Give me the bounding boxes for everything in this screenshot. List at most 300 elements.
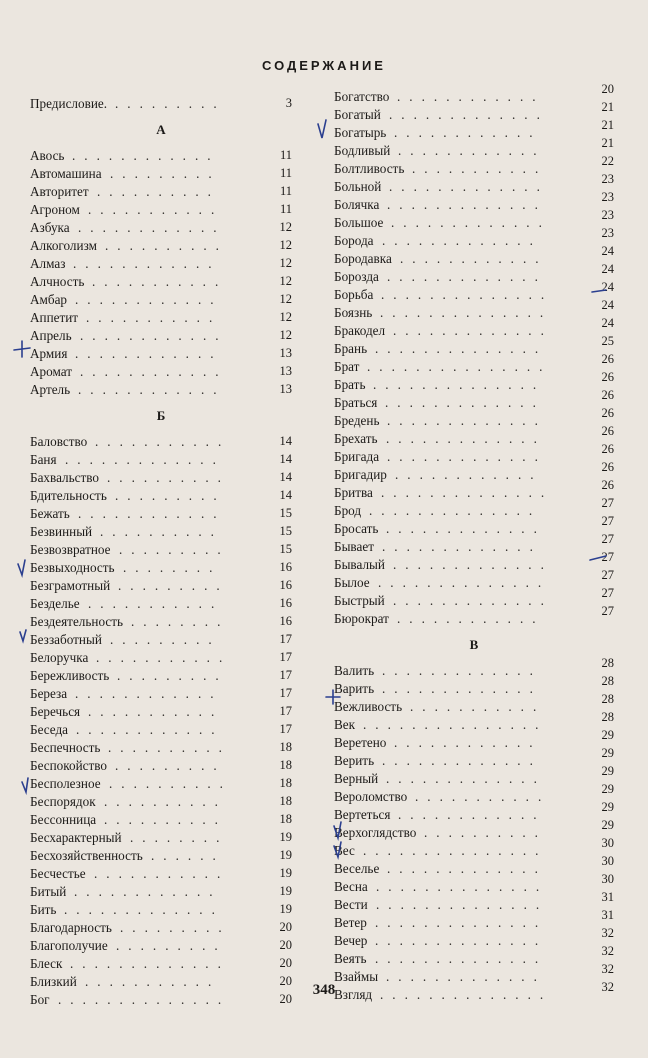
- contents-entry: [334, 674, 614, 699]
- leader-dots: ..............: [375, 915, 548, 930]
- contents-entry: [334, 746, 614, 771]
- contents-entry: [334, 818, 614, 843]
- leader-dots: .............: [382, 233, 542, 248]
- leader-dots: .............: [389, 107, 549, 122]
- entry-page-number: 18: [279, 812, 292, 826]
- contents-entry: [334, 226, 614, 251]
- leader-dots: ..............: [373, 377, 546, 392]
- leader-dots: ............: [74, 884, 222, 899]
- leader-dots: ........: [131, 614, 230, 629]
- entry-term: Благополучие: [30, 938, 108, 953]
- entry-page-number: 23: [601, 190, 614, 204]
- entry-page-number: 19: [279, 866, 292, 880]
- entry-page-number: 29: [601, 800, 614, 814]
- entry-page-number: 14: [279, 452, 292, 466]
- entry-page-number: 26: [601, 460, 614, 474]
- entry-term: Бить: [30, 902, 57, 917]
- entry-term: Бывает: [334, 539, 374, 554]
- entry-term: Безделье: [30, 596, 80, 611]
- entry-term: Вес: [334, 843, 355, 858]
- entry-page-number: 24: [601, 298, 614, 312]
- entry-page-number: 30: [601, 836, 614, 850]
- entry-term: Агроном: [30, 202, 80, 217]
- contents-entry: [30, 148, 292, 166]
- pencil-check-mark: [18, 560, 25, 575]
- entry-term: Бросать: [334, 521, 379, 536]
- leader-dots: ...........: [96, 650, 232, 665]
- entry-page-number: 26: [601, 352, 614, 366]
- entry-page-number: 26: [601, 406, 614, 420]
- entry-page-number: 11: [279, 148, 292, 162]
- entry-page-number: 19: [279, 902, 292, 916]
- leader-dots: .............: [386, 521, 546, 536]
- entry-page-number: 19: [279, 884, 292, 898]
- contents-entry: [334, 154, 614, 179]
- entry-term: Артель: [30, 382, 71, 397]
- contents-entry: [30, 452, 292, 470]
- contents-entry: [334, 710, 614, 735]
- leader-dots: ...............: [367, 359, 552, 374]
- entry-page-number: 27: [601, 514, 614, 528]
- entry-page-number: 26: [601, 478, 614, 492]
- contents-entry: [30, 830, 292, 848]
- leader-dots: ..........: [104, 812, 227, 827]
- contents-entry: [334, 872, 614, 897]
- entry-page-number: 26: [601, 442, 614, 456]
- contents-entry: [30, 346, 292, 364]
- contents-entry: [334, 370, 614, 395]
- entry-term: Вероломство: [334, 789, 408, 804]
- entry-term: Автомашина: [30, 166, 102, 181]
- leader-dots: .........: [116, 938, 227, 953]
- entry-term: Алчность: [30, 274, 85, 289]
- entry-page-number: 12: [279, 256, 292, 270]
- pencil-check-mark: [20, 630, 26, 641]
- entry-term: Взгляд: [334, 987, 373, 1002]
- page-number: 348: [312, 982, 336, 998]
- contents-entry: [334, 836, 614, 861]
- entry-page-number: 20: [279, 992, 292, 1006]
- entry-page-number: 12: [279, 310, 292, 324]
- entry-term: Бесчестье: [30, 866, 86, 881]
- leader-dots: .........: [117, 668, 228, 683]
- entry-page-number: 23: [601, 226, 614, 240]
- leader-dots: ..............: [381, 485, 554, 500]
- entry-term: Бог: [30, 992, 50, 1007]
- contents-entry: [334, 496, 614, 521]
- leader-dots: ..........: [108, 740, 231, 755]
- entry-page-number: 14: [279, 488, 292, 502]
- entry-term: Взаймы: [334, 969, 379, 984]
- entry-page-number: 17: [279, 668, 292, 682]
- leader-dots: ............: [75, 292, 223, 307]
- entry-term: Бодливый: [334, 143, 391, 158]
- entry-term: Верный: [334, 771, 379, 786]
- leader-dots: .........: [110, 632, 221, 647]
- entry-page-number: 28: [601, 710, 614, 724]
- entry-term: Белоручка: [30, 650, 89, 665]
- leader-dots: ..........: [104, 794, 227, 809]
- entry-term: Борьба: [334, 287, 374, 302]
- entry-term: Валить: [334, 663, 375, 678]
- contents-entry: [334, 262, 614, 287]
- entry-term: Бездеятельность: [30, 614, 124, 629]
- contents-entry: [334, 298, 614, 323]
- entry-term: Вести: [334, 897, 368, 912]
- entry-page-number: 29: [601, 764, 614, 778]
- leader-dots: .............: [387, 449, 547, 464]
- entry-page-number: 17: [279, 704, 292, 718]
- contents-entry: [334, 800, 614, 825]
- entry-term: Брод: [334, 503, 362, 518]
- entry-page-number: 13: [279, 382, 292, 396]
- contents-entry: [334, 926, 614, 951]
- entry-page-number: 24: [601, 280, 614, 294]
- contents-entry: [30, 292, 292, 310]
- contents-entry: [30, 614, 292, 632]
- contents-entry: [30, 256, 292, 274]
- entry-page-number: 27: [601, 586, 614, 600]
- entry-page-number: 19: [279, 830, 292, 844]
- leader-dots: .........: [110, 166, 221, 181]
- entry-term: Беспечность: [30, 740, 101, 755]
- contents-entry: [30, 758, 292, 776]
- entry-term: Алмаз: [30, 256, 66, 271]
- letter-heading: В: [469, 637, 479, 652]
- leader-dots: .............: [65, 452, 225, 467]
- entry-page-number: 29: [601, 728, 614, 742]
- contents-entry: [334, 944, 614, 969]
- page-title: СОДЕРЖАНИЕ: [262, 58, 386, 73]
- entry-term: Бессонница: [30, 812, 97, 827]
- entry-term: Веретено: [334, 735, 387, 750]
- entry-term: Бородавка: [334, 251, 392, 266]
- pencil-check-mark: [318, 120, 326, 138]
- entry-page-number: 21: [601, 118, 614, 132]
- entry-page-number: 18: [279, 794, 292, 808]
- leader-dots: ..............: [380, 305, 553, 320]
- contents-entry: [334, 442, 614, 467]
- entry-page-number: 27: [601, 568, 614, 582]
- entry-term: Береза: [30, 686, 68, 701]
- contents-entry: [334, 782, 614, 807]
- entry-term: Безвозвратное: [30, 542, 111, 557]
- contents-entry: [30, 96, 292, 114]
- entry-term: Верхоглядство: [334, 825, 417, 840]
- entry-term: Бесхарактерный: [30, 830, 122, 845]
- entry-page-number: 32: [601, 980, 614, 994]
- contents-entry: [30, 884, 292, 902]
- letter-heading: А: [156, 122, 166, 137]
- entry-term: Веселье: [334, 861, 380, 876]
- entry-term: Баня: [30, 452, 57, 467]
- contents-entry: [30, 596, 292, 614]
- contents-entry: [334, 854, 614, 879]
- contents-entry: [30, 542, 292, 560]
- contents-entry: [334, 316, 614, 341]
- entry-term: Аппетит: [30, 310, 79, 325]
- contents-entry: [334, 890, 614, 915]
- entry-page-number: 12: [279, 238, 292, 252]
- entry-page-number: 26: [601, 424, 614, 438]
- entry-term: Беззаботный: [30, 632, 102, 647]
- entry-term: Баловство: [30, 434, 88, 449]
- entry-page-number: 30: [601, 854, 614, 868]
- contents-entry: [334, 424, 614, 449]
- leader-dots: ............: [73, 256, 221, 271]
- leader-dots: ..............: [376, 897, 549, 912]
- entry-page-number: 12: [279, 328, 292, 342]
- entry-term: Большое: [334, 215, 384, 230]
- leader-dots: ............: [398, 143, 546, 158]
- entry-page-number: 27: [601, 532, 614, 546]
- leader-dots: .............: [382, 663, 542, 678]
- leader-dots: ..............: [381, 287, 554, 302]
- entry-page-number: 11: [279, 166, 292, 180]
- entry-page-number: 12: [279, 220, 292, 234]
- entry-page-number: 32: [601, 926, 614, 940]
- leader-dots: ............: [78, 506, 226, 521]
- leader-dots: .............: [393, 593, 553, 608]
- leader-dots: ........: [123, 560, 222, 575]
- contents-entry: [30, 722, 292, 740]
- contents-entry: [334, 478, 614, 503]
- leader-dots: .............: [385, 395, 545, 410]
- entry-page-number: 16: [279, 596, 292, 610]
- pencil-check-mark: [22, 778, 28, 792]
- contents-entry: [30, 578, 292, 596]
- entry-page-number: 26: [601, 370, 614, 384]
- leader-dots: ..........: [105, 238, 228, 253]
- entry-term: Бригадир: [334, 467, 387, 482]
- entry-page-number: 17: [279, 686, 292, 700]
- contents-entry: [30, 506, 292, 524]
- contents-entry: [30, 686, 292, 704]
- entry-term: Бригада: [334, 449, 380, 464]
- entry-page-number: 15: [279, 524, 292, 538]
- entry-term: Брехать: [334, 431, 378, 446]
- contents-entry: [334, 100, 614, 125]
- entry-page-number: 11: [279, 184, 292, 198]
- entry-term: Ветер: [334, 915, 367, 930]
- entry-term: Вечер: [334, 933, 368, 948]
- entry-page-number: 13: [279, 346, 292, 360]
- entry-term: Бесполезное: [30, 776, 101, 791]
- entry-term: Вежливость: [334, 699, 403, 714]
- entry-page-number: 21: [601, 136, 614, 150]
- entry-term: Близкий: [30, 974, 77, 989]
- leader-dots: ............: [72, 148, 220, 163]
- contents-entry: [334, 172, 614, 197]
- leader-dots: ...........: [92, 274, 228, 289]
- entry-term: Брань: [334, 341, 368, 356]
- leader-dots: ............: [397, 611, 545, 626]
- entry-page-number: 22: [601, 154, 614, 168]
- leader-dots: .............: [389, 179, 549, 194]
- leader-dots: ...........: [88, 202, 224, 217]
- contents-entry: [30, 956, 292, 974]
- leader-dots: ............: [394, 735, 542, 750]
- leader-dots: ............: [80, 364, 228, 379]
- leader-dots: .........: [120, 920, 231, 935]
- entry-page-number: 24: [601, 244, 614, 258]
- contents-entry: [30, 274, 292, 292]
- entry-page-number: 12: [279, 274, 292, 288]
- leader-dots: ............: [78, 220, 226, 235]
- entry-page-number: 24: [601, 262, 614, 276]
- contents-entry: [30, 650, 292, 668]
- contents-entry: [30, 560, 292, 578]
- leader-dots: .............: [393, 557, 553, 572]
- contents-entry: [30, 382, 292, 400]
- entry-page-number: 28: [601, 656, 614, 670]
- leader-dots: ............: [75, 686, 223, 701]
- entry-term: Бахвальство: [30, 470, 99, 485]
- entry-page-number: 27: [601, 604, 614, 618]
- entry-page-number: 29: [601, 746, 614, 760]
- entry-term: Беспорядок: [30, 794, 96, 809]
- entry-page-number: 12: [279, 292, 292, 306]
- leader-dots: ............: [398, 807, 546, 822]
- leader-dots: ..............: [58, 992, 231, 1007]
- entry-page-number: 11: [279, 202, 292, 216]
- leader-dots: .............: [386, 969, 546, 984]
- entry-term: Благодарность: [30, 920, 112, 935]
- leader-dots: .............: [382, 539, 542, 554]
- contents-entry: [334, 406, 614, 431]
- contents-entry: [30, 166, 292, 184]
- entry-page-number: 14: [279, 434, 292, 448]
- entry-page-number: 30: [601, 872, 614, 886]
- entry-page-number: 27: [601, 550, 614, 564]
- contents-entry: [334, 334, 614, 359]
- entry-term: Больной: [334, 179, 382, 194]
- leader-dots: .............: [386, 771, 546, 786]
- entry-page-number: 25: [601, 334, 614, 348]
- entry-term: Безграмотный: [30, 578, 111, 593]
- leader-dots: .............: [387, 861, 547, 876]
- contents-entry: [334, 908, 614, 933]
- leader-dots: ............: [394, 125, 542, 140]
- entry-page-number: 32: [601, 944, 614, 958]
- contents-entry: [334, 388, 614, 413]
- contents-entry: [30, 488, 292, 506]
- leader-dots: .........: [118, 578, 229, 593]
- entry-term: Верить: [334, 753, 375, 768]
- entry-page-number: 17: [279, 650, 292, 664]
- contents-entry: [30, 776, 292, 794]
- contents-entry: [30, 938, 292, 956]
- contents-entry: [30, 364, 292, 382]
- leader-dots: ...............: [363, 717, 548, 732]
- contents-entry: [334, 692, 614, 717]
- entry-term: Предисловие.: [30, 96, 108, 111]
- entry-term: Браться: [334, 395, 378, 410]
- leader-dots: ...........: [410, 699, 546, 714]
- contents-entry: [334, 460, 614, 485]
- entry-term: Амбар: [30, 292, 68, 307]
- entry-page-number: 31: [601, 908, 614, 922]
- leader-dots: ..............: [380, 987, 553, 1002]
- leader-dots: .........: [119, 542, 230, 557]
- entry-page-number: 23: [601, 172, 614, 186]
- entry-page-number: 31: [601, 890, 614, 904]
- entry-term: Авторитет: [30, 184, 89, 199]
- entry-page-number: 27: [601, 496, 614, 510]
- entry-page-number: 16: [279, 560, 292, 574]
- contents-entry: [334, 190, 614, 215]
- contents-entry: [334, 514, 614, 539]
- leader-dots: ............: [400, 251, 548, 266]
- leader-dots: ...........: [86, 310, 222, 325]
- contents-entry: [334, 280, 614, 305]
- entry-term: Азбука: [30, 220, 70, 235]
- contents-entry: [30, 902, 292, 920]
- contents-entry: [334, 656, 614, 681]
- entry-term: Беседа: [30, 722, 69, 737]
- leader-dots: ..............: [375, 933, 548, 948]
- contents-entry: [334, 728, 614, 753]
- entry-term: Вертеться: [334, 807, 391, 822]
- leader-dots: ...........: [415, 789, 551, 804]
- leader-dots: ..........: [107, 470, 230, 485]
- plus-mark: [14, 341, 30, 357]
- contents-entry: [30, 524, 292, 542]
- entry-page-number: 17: [279, 722, 292, 736]
- leader-dots: .........: [115, 96, 226, 111]
- entry-term: Бредень: [334, 413, 380, 428]
- entry-page-number: 18: [279, 740, 292, 754]
- entry-page-number: 28: [601, 674, 614, 688]
- leader-dots: ...........: [94, 866, 230, 881]
- contents-entry: [334, 568, 614, 593]
- entry-page-number: 29: [601, 818, 614, 832]
- entry-term: Богатый: [334, 107, 381, 122]
- entry-page-number: 3: [285, 96, 292, 110]
- contents-entry: [30, 920, 292, 938]
- entry-term: Болячка: [334, 197, 380, 212]
- entry-term: Боязнь: [334, 305, 373, 320]
- entry-term: Бюрократ: [334, 611, 389, 626]
- entry-page-number: 16: [279, 578, 292, 592]
- entry-term: Беречься: [30, 704, 81, 719]
- leader-dots: .............: [387, 269, 547, 284]
- entry-term: Брать: [334, 377, 366, 392]
- contents-entry: [30, 668, 292, 686]
- entry-term: Армия: [30, 346, 68, 361]
- leader-dots: .............: [386, 431, 546, 446]
- entry-page-number: 20: [279, 920, 292, 934]
- leader-dots: ............: [395, 467, 543, 482]
- entry-term: Бывалый: [334, 557, 385, 572]
- leader-dots: ...........: [85, 974, 221, 989]
- entry-page-number: 32: [601, 962, 614, 976]
- leader-dots: ..............: [378, 575, 551, 590]
- leader-dots: ..............: [375, 341, 548, 356]
- entry-term: Беспокойство: [30, 758, 107, 773]
- leader-dots: .............: [393, 323, 553, 338]
- entry-term: Апрель: [30, 328, 72, 343]
- leader-dots: .............: [70, 956, 230, 971]
- contents-entry: [334, 118, 614, 143]
- entry-term: Богатство: [334, 89, 390, 104]
- entry-term: Борозда: [334, 269, 379, 284]
- entry-page-number: 15: [279, 542, 292, 556]
- leader-dots: .............: [391, 215, 551, 230]
- contents-entry: [334, 532, 614, 557]
- contents-entry: [334, 764, 614, 789]
- entry-term: Варить: [334, 681, 375, 696]
